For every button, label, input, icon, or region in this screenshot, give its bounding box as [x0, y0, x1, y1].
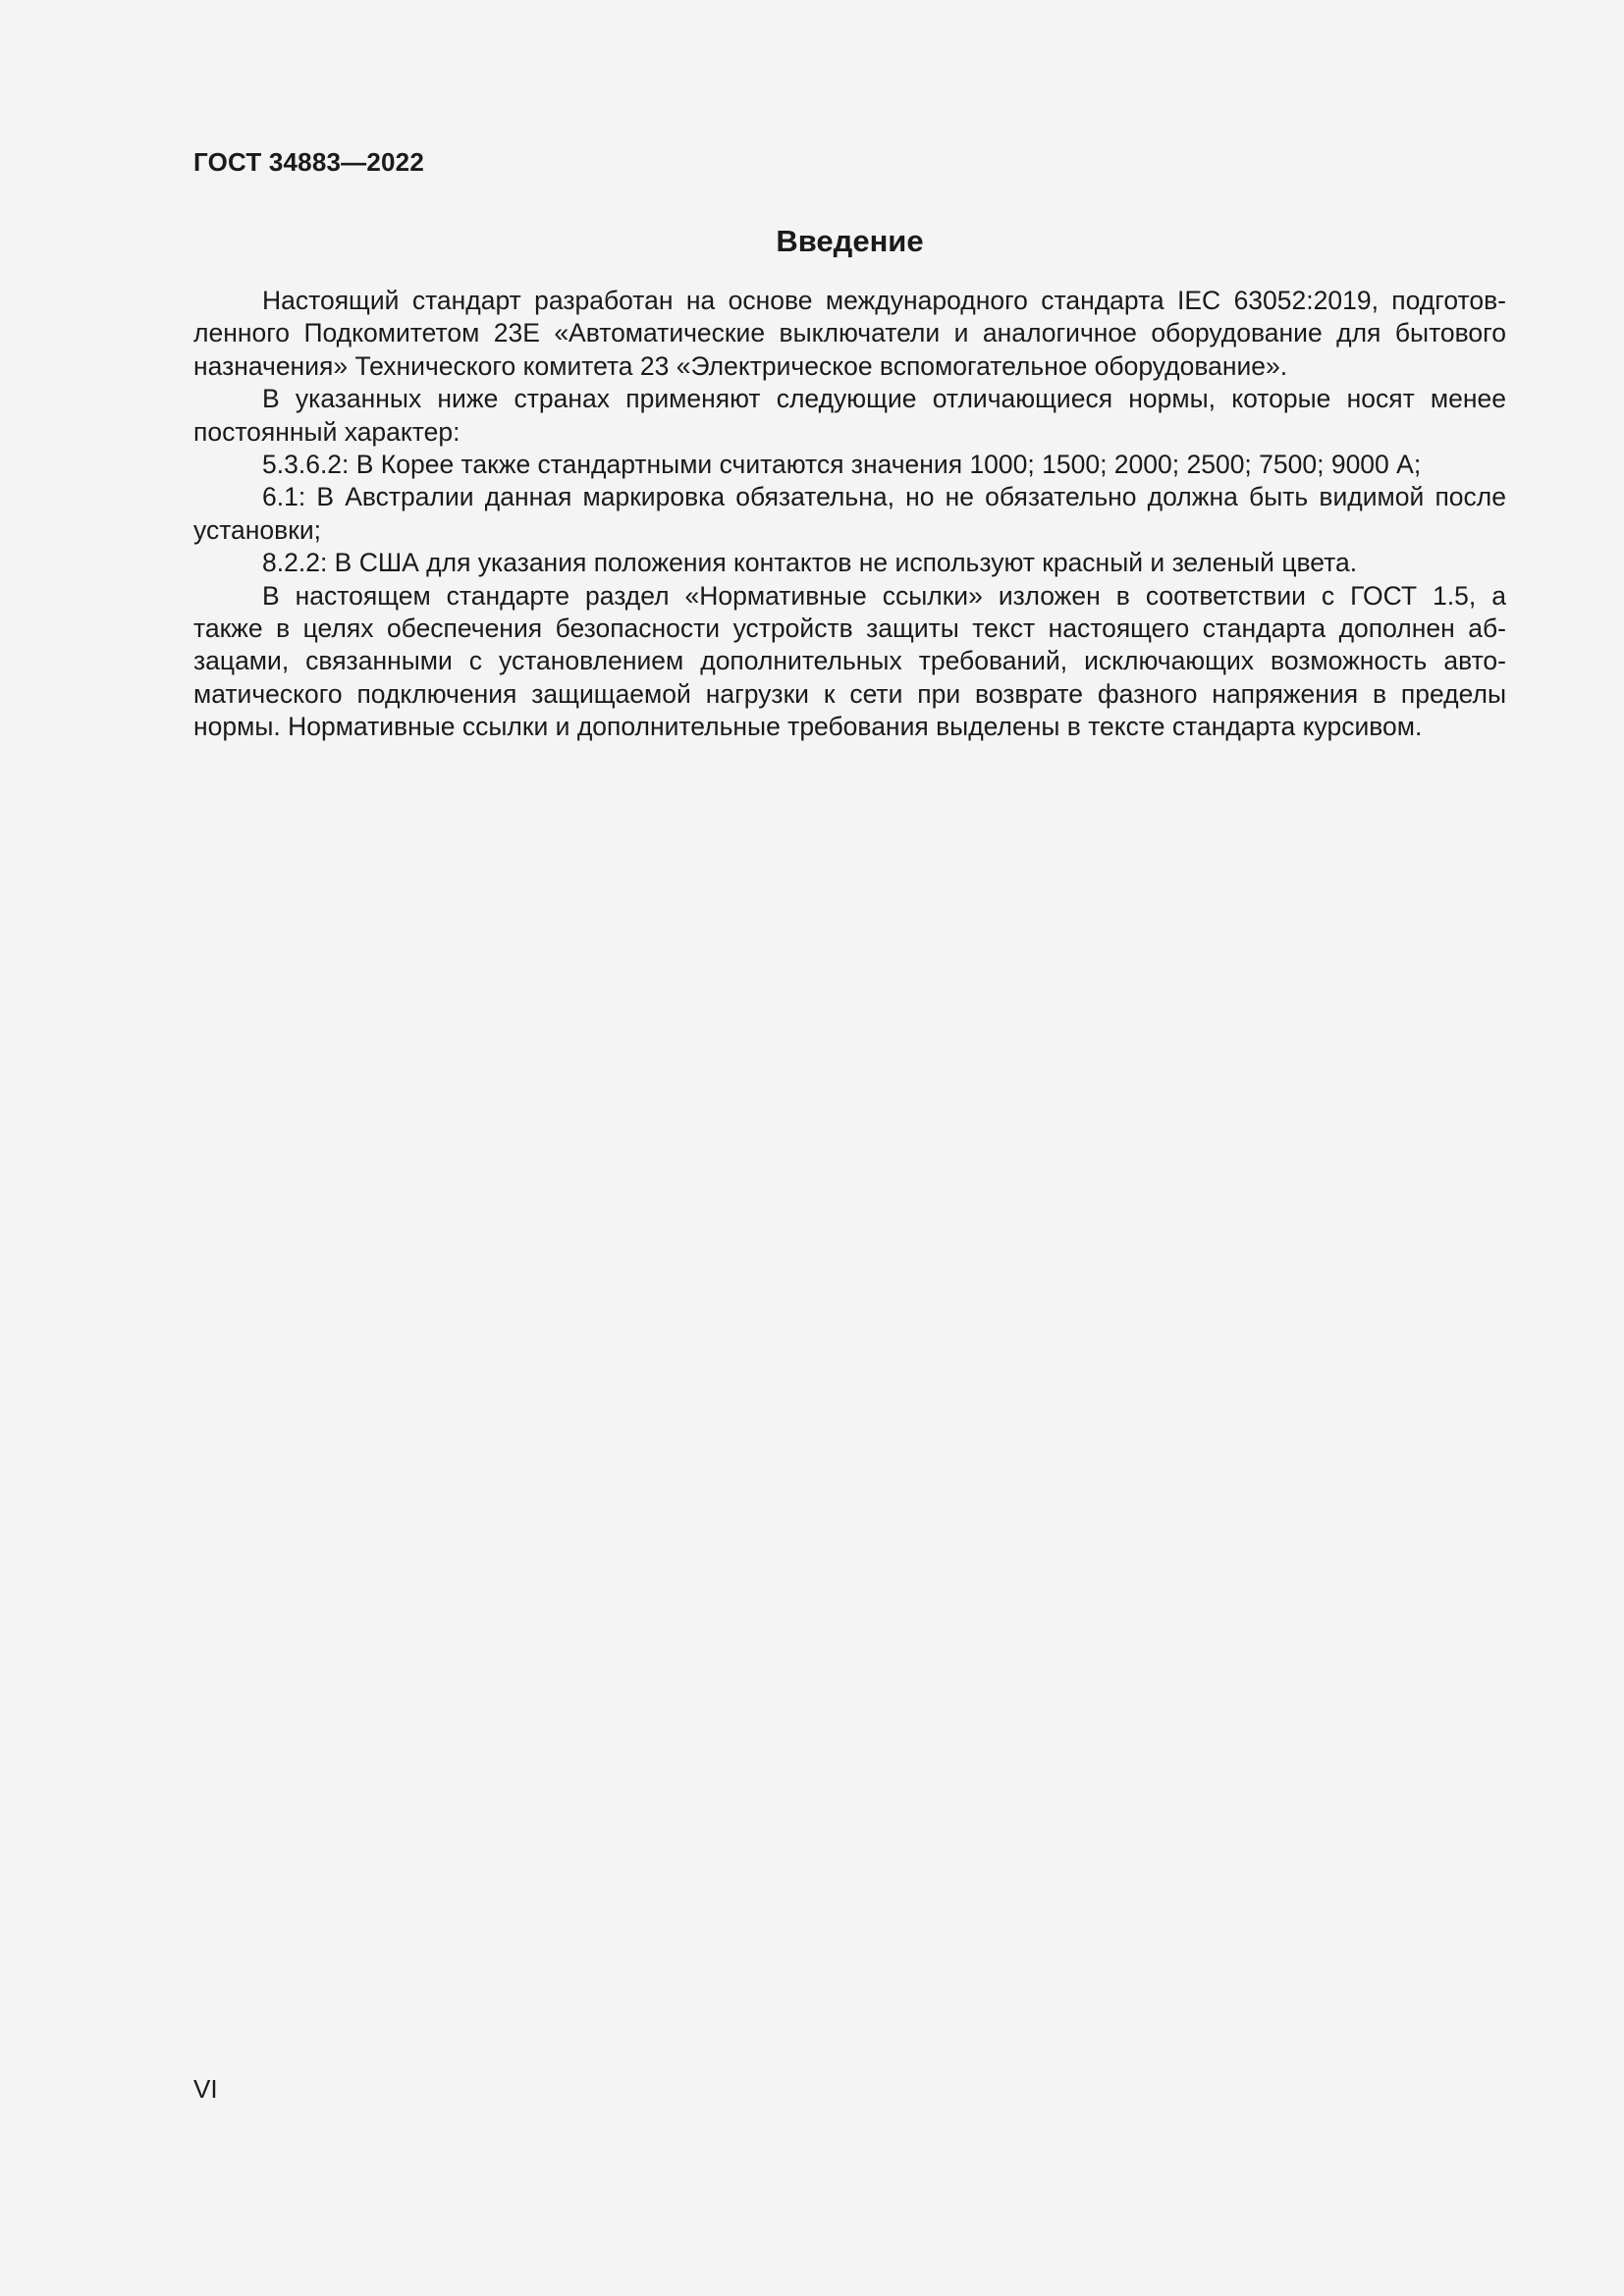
- paragraph-usa: [193, 547, 1506, 579]
- text-line: 8.2.2: В США для указания положения контактов не используют красный и зеленый цвета.: [262, 548, 1358, 578]
- paragraph-australia: [193, 481, 1506, 547]
- text-line: В настоящем стандарте раздел «Нормативные ссылки» изложен в соответствии с ГОСТ 1.5, а: [262, 580, 1506, 611]
- text-line: 5.3.6.2: В Корее также стандартными считаются значения 1000; 1500; 2000; 2500; 7500; 9000 А;: [262, 450, 1422, 480]
- text-line: постоянный характер:: [193, 416, 460, 447]
- section-title: Введение: [776, 224, 924, 258]
- text-line: зацами, связанными с установлением дополнительных требований, исключающих возможность авто-: [193, 646, 1506, 676]
- text-line: Настоящий стандарт разработан на основе международного стандарта IEC 63052:2019, подготов-: [262, 286, 1506, 315]
- paragraph-korea: [193, 449, 1506, 481]
- paragraph-country-deviations: [193, 383, 1506, 449]
- text-line: установки;: [193, 514, 321, 545]
- text-line: ленного Подкомитетом 23E «Автоматические выключатели и аналогичное оборудование для бытового: [193, 318, 1506, 348]
- text-line: 6.1: В Австралии данная маркировка обязательна, но не обязательно должна быть видимой после: [262, 482, 1506, 512]
- text-line: нормы. Нормативные ссылки и дополнительные требования выделены в тексте стандарта курсивом.: [193, 712, 1423, 742]
- text-line: также в целях обеспечения безопасности устройств защиты текст настоящего стандарта дополнен аб-: [193, 614, 1506, 644]
- paragraph-basis: [193, 285, 1506, 383]
- text-line: В указанных ниже странах применяют следующие отличающиеся нормы, которые носят менее: [262, 384, 1506, 414]
- document-code: ГОСТ 34883—2022: [193, 147, 424, 177]
- introduction-body: [193, 285, 1506, 744]
- paragraph-normative-references: [193, 580, 1506, 744]
- text-line: матического подключения защищаемой нагрузки к сети при возврате фазного напряжения в пределы: [193, 678, 1506, 709]
- text-line: назначения» Технического комитета 23 «Электрическое вспомогательное оборудование».: [193, 350, 1288, 381]
- page-number: VI: [193, 2074, 218, 2104]
